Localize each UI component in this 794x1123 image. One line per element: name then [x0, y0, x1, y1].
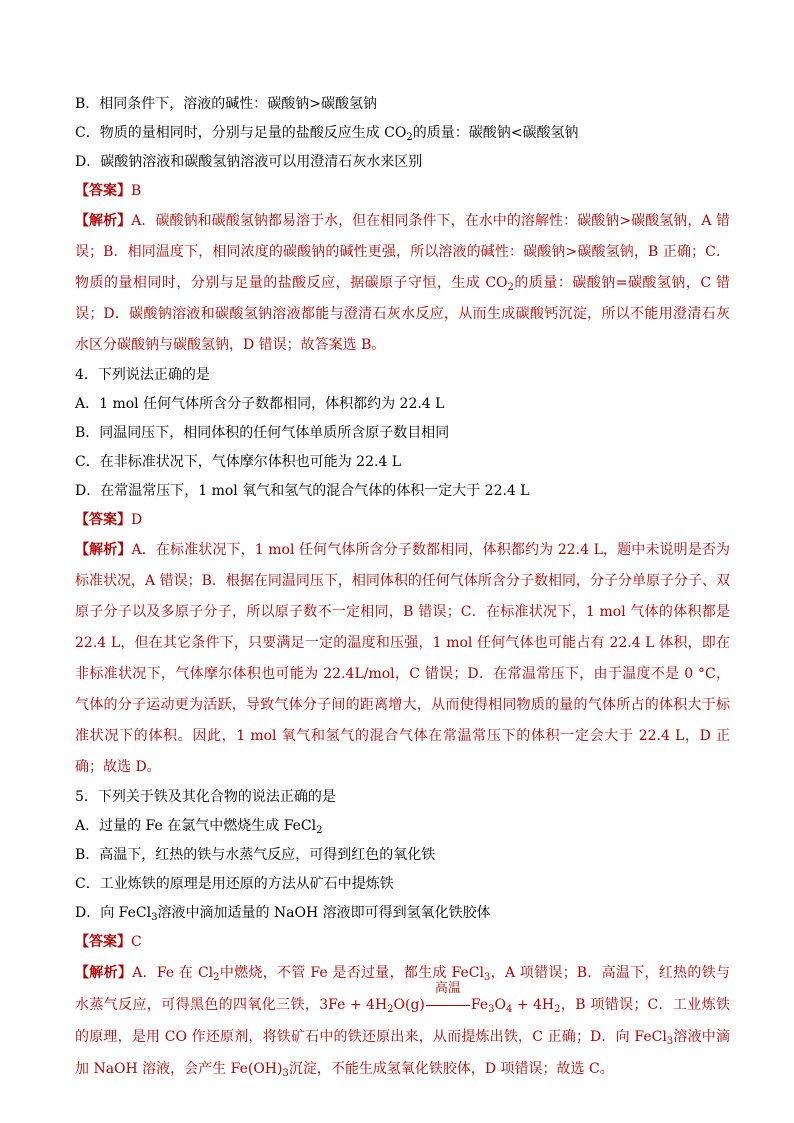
q5-option-c: C．工业炼铁的原理是用还原的方法从矿石中提炼铁: [75, 876, 394, 892]
q5-option-a: A．过量的 Fe 在氯气中燃烧生成 FeCl$_2$: [75, 818, 323, 836]
q4-option-b: B．同温同压下，相同体积的任何气体单质所含原子数目相同: [75, 425, 450, 441]
reaction-condition: 高温: [425, 989, 471, 1021]
document-page: [75, 90, 730, 1085]
q4-option-c: C．在非标准状况下，气体摩尔体积也可能为 22.4 L: [75, 454, 402, 470]
q5-answer: 【答案】C: [75, 934, 142, 950]
q4-analysis: 【解析】A．在标准状况下，1 mol 任何气体所含分子数都相同，体积都约为 22.4 L，题中未说明是否为标准状况，A 错误；B．根据在同温同压下，相同体积的任何气体所含分子数相同，分子分单原子分子、双原子分子以及多原子分子，所以原子数不一定相同，B 错误；C．在标准状况下，1 mol 气体的体积都是 22.4 L，但在其它条件下，只要满足一定的温度和压强，1 mol 任何气体也可能占有 22.4 L 体积，即在非标准状况下，气体摩尔体积也可能为 22.4L/mol，C 错误；D．在常温常压下，由于温度不是 0 °C，气体的分子运动更为活跃，导致气体分子间的距离增大，从而使得相同物质的量的气体所占的体积大于标准状况下的体积。因此，1 mol 氧气和氢气的混合气体在常温常压下的体积一定会大于 22.4 L，D 正确；故选 D。: [75, 542, 731, 775]
q5-option-d: D．向 FeCl$_3$溶液中滴加适量的 NaOH 溶液即可得到氢氧化铁胶体: [75, 905, 491, 923]
q3-option-b: B．相同条件下，溶液的碱性：碳酸钠>碳酸氢钠: [75, 96, 378, 112]
chemical-equation: $3Fe + 4H_2O(g)$ 高温 $Fe_3O_4 + 4H_2$: [319, 989, 560, 1021]
q4-stem: 4．下列说法正确的是: [75, 367, 210, 383]
q3-answer: 【答案】B: [75, 183, 142, 199]
q4-answer: 【答案】D: [75, 512, 143, 528]
q5-analysis: 【解析】A．Fe 在 $Cl_2$中燃烧，不管 Fe 是否过量，都生成 FeCl$_3$，A 项错误；B．高温下，红热的铁与水蒸气反应，可得黑色的四氧化三铁，$3Fe + 4H_2O(g)$ 高温 $Fe_3O_4 + 4H_2$，B 项错误；C．工业炼铁的原理，是用 CO 作还原剂，将铁矿石中的铁还原出来，从而提炼出铁，C 正确；D．向 FeCl$_3$溶液中滴加 NaOH 溶液，会产生 $Fe(OH)_3$沉淀，不能生成氢氧化铁胶体，D 项错误；故选 C。: [75, 965, 731, 1079]
q3-option-d: D．碳酸钠溶液和碳酸氢钠溶液可以用澄清石灰水来区别: [75, 154, 423, 170]
q3-analysis: 【解析】A．碳酸钠和碳酸氢钠都易溶于水，但在相同条件下，在水中的溶解性：碳酸钠>碳酸氢钠，A 错误；B．相同温度下，相同浓度的碳酸钠的碱性更强，所以溶液的碱性：碳酸钠>碳酸氢钠，B 正确；C．物质的量相同时，分别与足量的盐酸反应，据碳原子守恒，生成 $CO_2$的质量：碳酸钠=碳酸氢钠，C 错误；D．碳酸钠溶液和碳酸氢钠溶液都能与澄清石灰水反应，从而生成碳酸钙沉淀，所以不能用澄清石灰水区分碳酸钠与碳酸氢钠，D 错误；故答案选 B。: [75, 213, 731, 353]
q5-stem: 5．下列关于铁及其化合物的说法正确的是: [75, 789, 336, 805]
q3-option-c: C．物质的量相同时，分别与足量的盐酸反应生成 $CO_2$的质量：碳酸钠<碳酸氢钠: [75, 125, 579, 143]
q4-option-d: D．在常温常压下，1 mol 氧气和氢气的混合气体的体积一定大于 22.4 L: [75, 483, 530, 499]
q5-option-b: B．高温下，红热的铁与水蒸气反应，可得到红色的氧化铁: [75, 847, 436, 863]
q4-option-a: A．1 mol 任何气体所含分子数都相同，体积都约为 22.4 L: [75, 396, 445, 412]
